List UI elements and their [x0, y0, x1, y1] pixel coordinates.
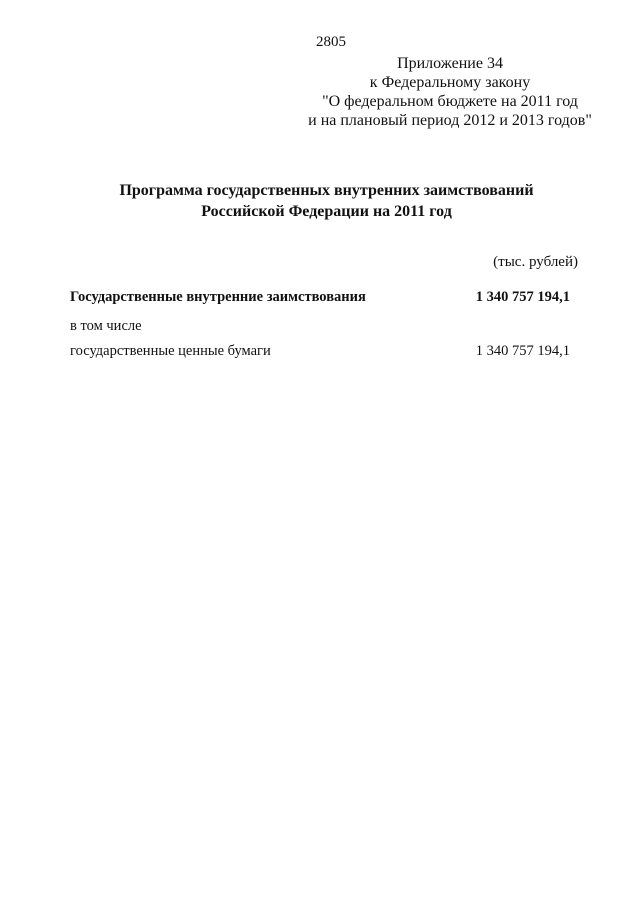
appendix-line: "О федеральном бюджете на 2011 год — [322, 93, 578, 110]
item-value: 1 340 757 194,1 — [475, 343, 570, 359]
total-value: 1 340 757 194,1 — [475, 289, 570, 305]
appendix-block — [300, 54, 600, 130]
sub-heading-label: в том числе — [70, 318, 142, 334]
total-label: Государственные внутренние заимствования — [70, 289, 366, 305]
appendix-line: к Федеральному закону — [369, 74, 531, 91]
appendix-line: Приложение 34 — [397, 55, 503, 72]
units-note: (тыс. рублей) — [493, 254, 578, 270]
title-line: Российской Федерации на 2011 год — [201, 203, 452, 220]
item-label: государственные ценные бумаги — [70, 343, 271, 359]
title-line: Программа государственных внутренних заимствований — [119, 182, 534, 199]
document-title — [70, 180, 583, 222]
page-number: 2805 — [316, 34, 346, 50]
appendix-line: и на плановый период 2012 и 2013 годов" — [308, 112, 592, 129]
